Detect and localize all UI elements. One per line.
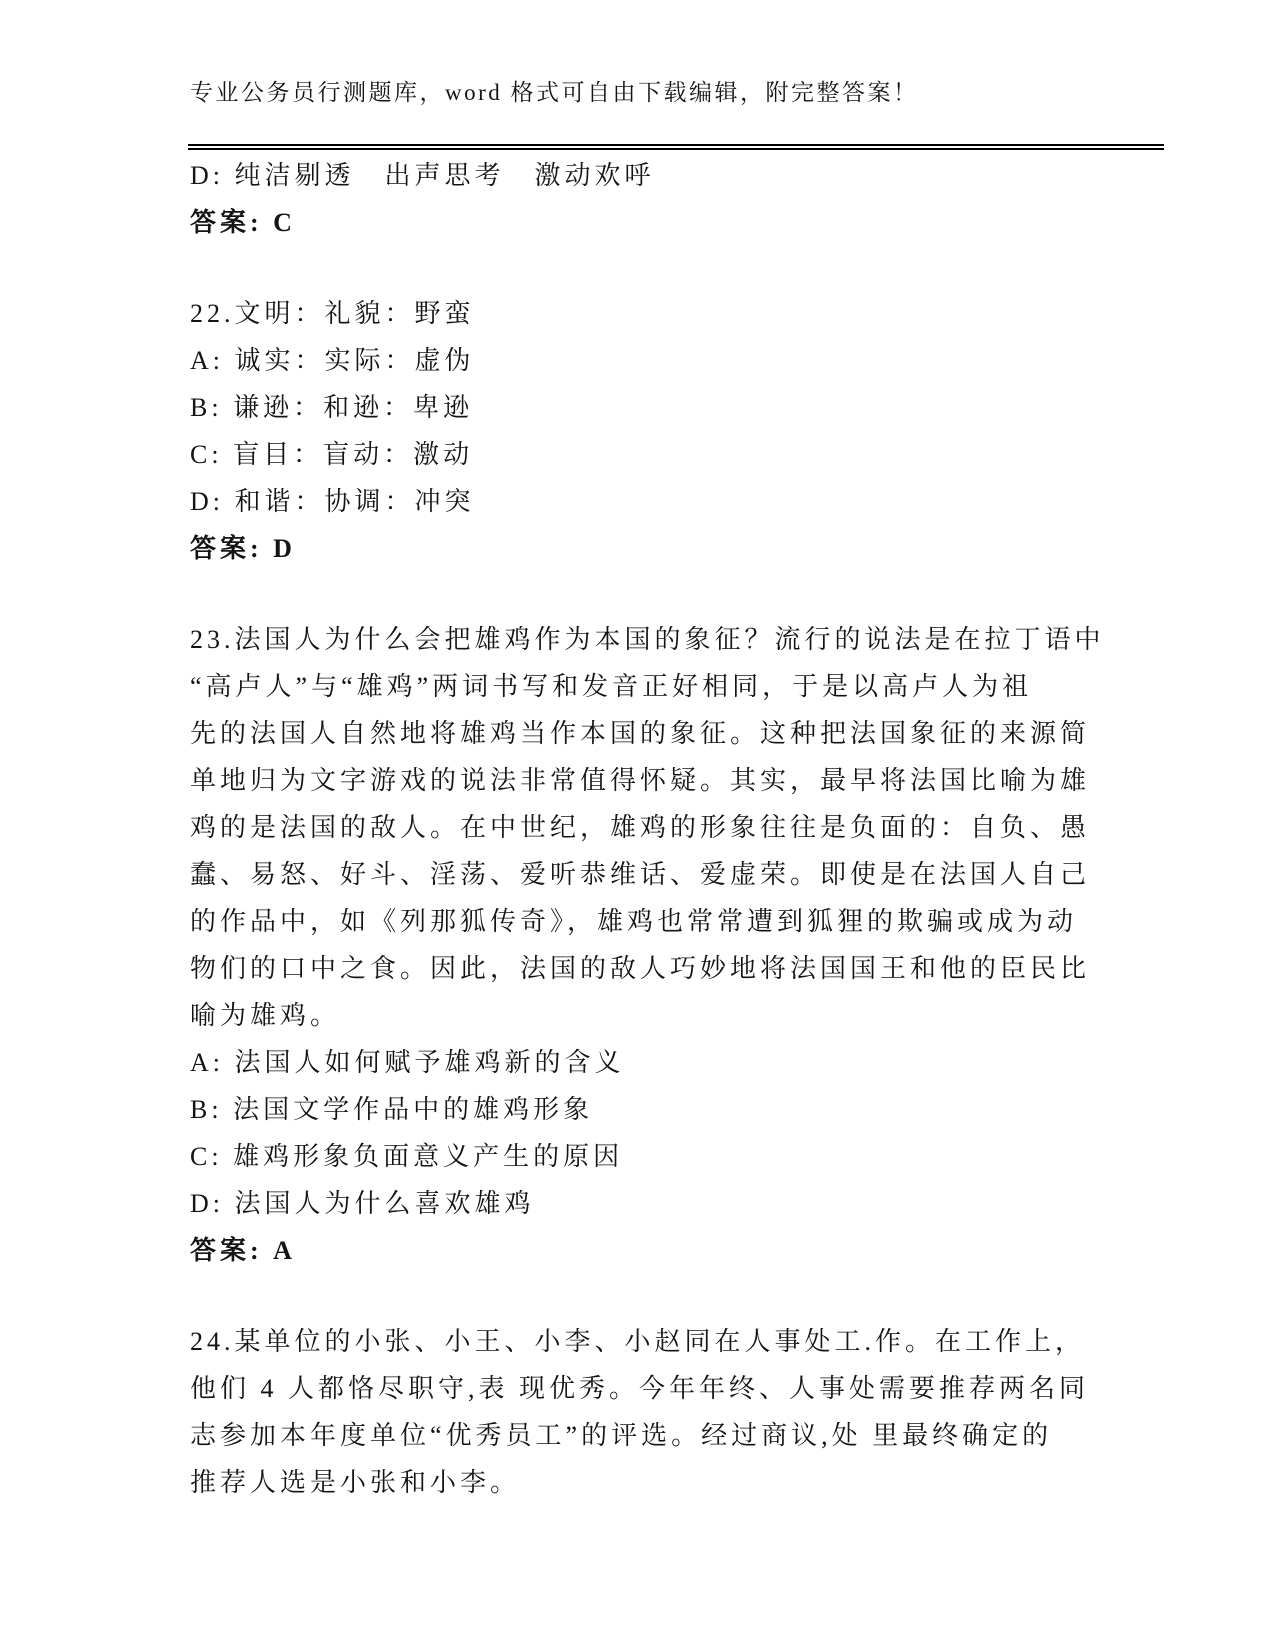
page-header-text: 专业公务员行测题库，word 格式可自由下载编辑，附完整答案！ <box>190 80 919 105</box>
question-body-line: 喻为雄鸡。 <box>190 1001 341 1030</box>
question-body-line: 蠢、易怒、好斗、淫荡、爱听恭维话、爱虚荣。即使是在法国人自己 <box>190 860 1091 889</box>
question-body-line: 志参加本年度单位“优秀员工”的评选。经过商议,处 里最终确定的 <box>190 1421 1053 1450</box>
question-body-line: 的作品中，如《列那狐传奇》，雄鸡也常常遭到狐狸的欺骗或成为动 <box>190 907 1078 936</box>
question-option-line: B: 法国文学作品中的雄鸡形象 <box>190 1095 594 1124</box>
question-option-line: A: 法国人如何赋予雄鸡新的含义 <box>190 1048 625 1077</box>
question-23 <box>190 616 1180 1274</box>
question-option-line: A: 诚实：实际：虚伪 <box>190 346 475 375</box>
answer-line: 答案: D <box>190 534 296 563</box>
question-body-line: 单地归为文字游戏的说法非常值得怀疑。其实，最早将法国比喻为雄 <box>190 766 1091 795</box>
question-body-line: 22.文明：礼貌：野蛮 <box>190 299 475 328</box>
document-body <box>190 152 1180 1506</box>
question-body-line: “高卢人”与“雄鸡”两词书写和发音正好相同，于是以高卢人为祖 <box>190 672 1033 701</box>
question-22 <box>190 290 1180 572</box>
question-option-line: C: 盲目：盲动：激动 <box>190 440 474 469</box>
question-body-line: 他们 4 人都恪尽职守,表 现优秀。今年年终、人事处需要推荐两名同 <box>190 1374 1090 1403</box>
question-body-line: 推荐人选是小张和小李。 <box>190 1468 521 1497</box>
question-body-line: 物们的口中之食。因此，法国的敌人巧妙地将法国国王和他的臣民比 <box>190 954 1091 983</box>
question-body-line: 24.某单位的小张、小王、小李、小赵同在人事处工.作。在工作上， <box>190 1327 1086 1356</box>
question-21-tail <box>190 152 1180 246</box>
answer-line: 答案: C <box>190 208 296 237</box>
question-option-line: C: 雄鸡形象负面意义产生的原因 <box>190 1142 624 1171</box>
answer-line: 答案: A <box>190 1236 296 1265</box>
question-option-line: D: 和谐：协调：冲突 <box>190 487 475 516</box>
question-body-line: 鸡的是法国的敌人。在中世纪，雄鸡的形象往往是负面的：自负、愚 <box>190 813 1091 842</box>
question-body-line: 23.法国人为什么会把雄鸡作为本国的象征？流行的说法是在拉丁语中 <box>190 625 1105 654</box>
header-divider-rule <box>188 144 1164 150</box>
question-24 <box>190 1318 1180 1506</box>
question-option-line: B: 谦逊：和逊：卑逊 <box>190 393 474 422</box>
question-option-line: D: 纯洁剔透 出声思考 激动欢呼 <box>190 161 655 190</box>
question-body-line: 先的法国人自然地将雄鸡当作本国的象征。这种把法国象征的来源简 <box>190 719 1091 748</box>
question-option-line: D: 法国人为什么喜欢雄鸡 <box>190 1189 535 1218</box>
